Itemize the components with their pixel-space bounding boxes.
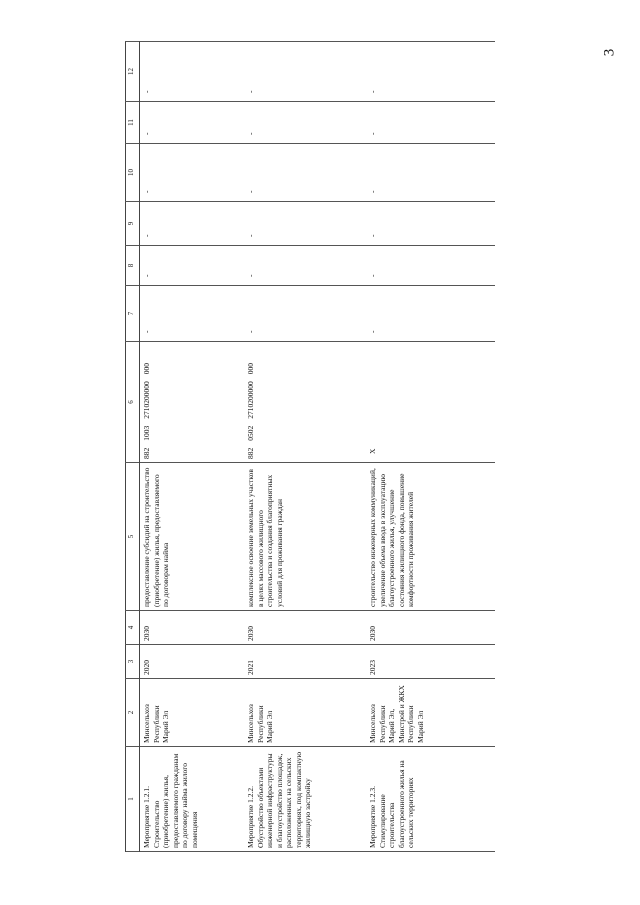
cell-12: - (244, 42, 366, 102)
code-vr: 000 (142, 363, 151, 375)
cell-7: - (366, 286, 495, 342)
cell-10: - (140, 144, 245, 202)
col-header-4: 4 (126, 611, 140, 645)
cell-11: - (140, 102, 245, 144)
cell-11: - (244, 102, 366, 144)
table-row (140, 42, 245, 852)
expected-result: комплексное освоение земельных участков в целях массового жилищного строительства и создания благоприятных условий для проживания граждан (244, 463, 366, 611)
cell-8: - (140, 246, 245, 286)
event-name: Мероприятие 1.2.2. Обустройство объектами инженерной инфраструктуры и благоустройство площадок, расположенных на сельских территориях, под компактную жилищную застройку (244, 747, 366, 852)
cell-12: - (366, 42, 495, 102)
expected-result: строительство инженерных коммуникаций, увеличение объема ввода в эксплуатацию благоустроенного жилья, улучшение состояния жилищного фонда, повышение комфортности проживания жителей (366, 463, 495, 611)
cell-10: - (244, 144, 366, 202)
col-header-2: 2 (126, 679, 140, 747)
cell-9: - (244, 202, 366, 246)
col-header-8: 8 (126, 246, 140, 286)
code-csr: 2710200000 (142, 381, 151, 419)
col-header-3: 3 (126, 645, 140, 679)
budget-code (244, 342, 366, 463)
col-header-12: 12 (126, 42, 140, 102)
code-grbs: 882 (142, 447, 151, 459)
budget-code (140, 342, 245, 463)
end-year: 2030 (366, 611, 495, 645)
executor: Минсельхоз Республики Марий Эл (140, 679, 245, 747)
code-csr: 2710200000 (246, 381, 255, 419)
budget-code: Х (366, 342, 495, 463)
col-header-11: 11 (126, 102, 140, 144)
cell-8: - (244, 246, 366, 286)
code-rzpr: 0502 (246, 425, 255, 441)
cell-11: - (366, 102, 495, 144)
table-row (366, 42, 495, 852)
col-header-7: 7 (126, 286, 140, 342)
col-header-9: 9 (126, 202, 140, 246)
cell-7: - (140, 286, 245, 342)
start-year: 2020 (140, 645, 245, 679)
cell-9: - (366, 202, 495, 246)
cell-7: - (244, 286, 366, 342)
executor: Минсельхоз Республики Марий Эл, Минстрой и ЖКХ Республики Марий Эл (366, 679, 495, 747)
expected-result: предоставление субсидий на строительство (приобретение) жилья, предоставляемого по договорам найма (140, 463, 245, 611)
start-year: 2021 (244, 645, 366, 679)
event-name: Мероприятие 1.2.1. Строительство (приобретение) жилья, предоставляемого гражданам по договору найма жилого помещения (140, 747, 245, 852)
col-header-1: 1 (126, 747, 140, 852)
end-year: 2030 (244, 611, 366, 645)
col-header-10: 10 (126, 144, 140, 202)
end-year: 2030 (140, 611, 245, 645)
code-vr: 000 (246, 363, 255, 375)
cell-8: - (366, 246, 495, 286)
executor: Минсельхоз Республики Марий Эл (244, 679, 366, 747)
code-rzpr: 1003 (142, 425, 151, 441)
table-row (244, 42, 366, 852)
cell-9: - (140, 202, 245, 246)
event-name: Мероприятие 1.2.3. Стимулирование строительства благоустроенного жилья на сельских территориях (366, 747, 495, 852)
program-table (125, 41, 495, 852)
page-number: 3 (601, 48, 618, 57)
start-year: 2023 (366, 645, 495, 679)
code-grbs: 882 (246, 447, 255, 459)
header-row (126, 42, 140, 852)
col-header-6: 6 (126, 342, 140, 463)
cell-10: - (366, 144, 495, 202)
cell-12: - (140, 42, 245, 102)
col-header-5: 5 (126, 463, 140, 611)
